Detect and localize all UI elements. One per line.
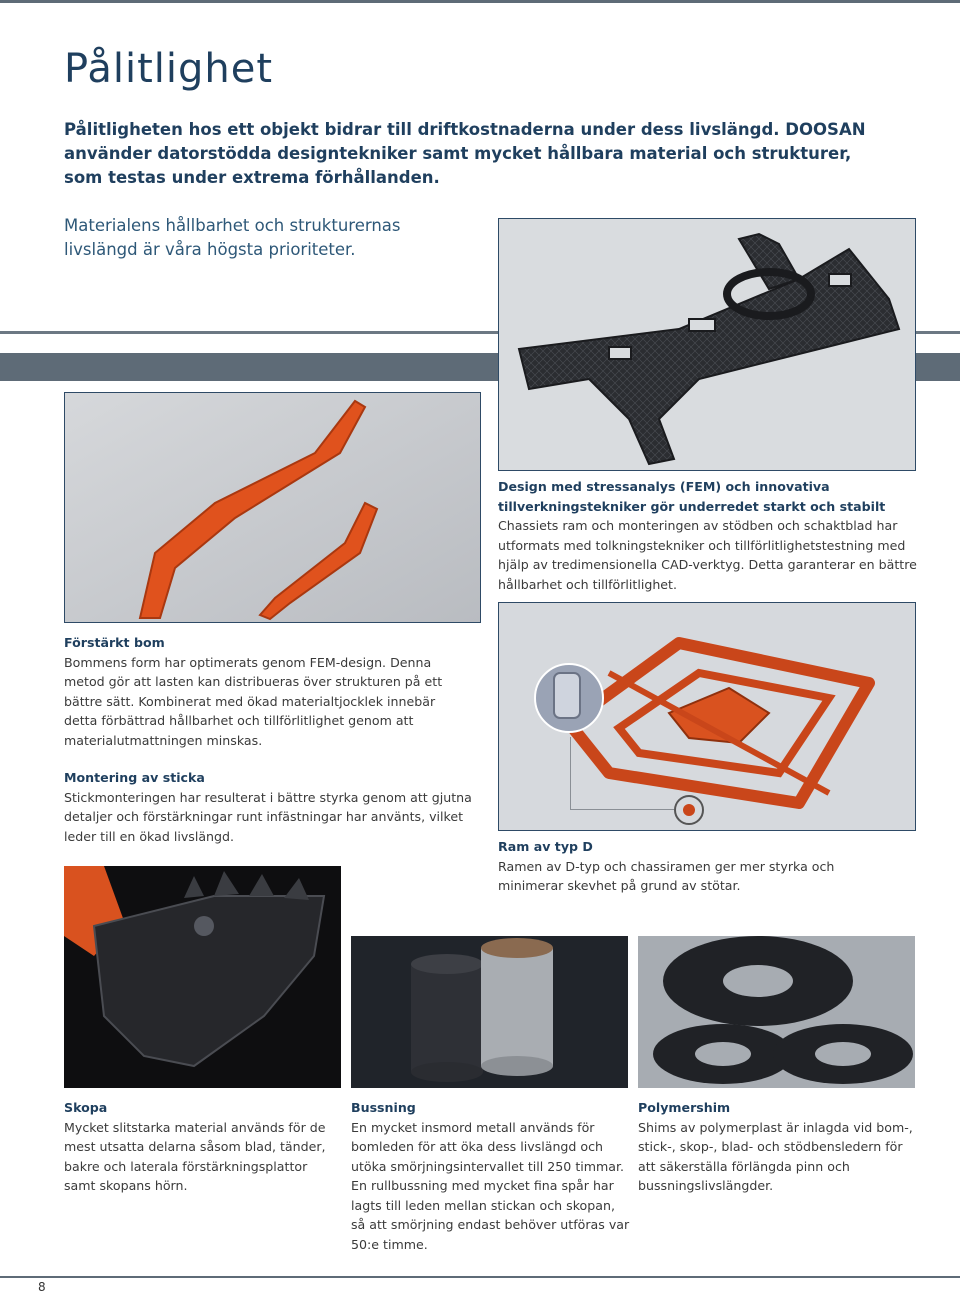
bushing-heading: Bussning xyxy=(351,1100,416,1115)
polymer-shim-section xyxy=(638,1098,918,1196)
reinforced-boom-heading: Förstärkt bom xyxy=(64,635,165,650)
page-number: 8 xyxy=(38,1280,46,1294)
top-rule xyxy=(0,0,960,3)
bucket-section xyxy=(64,1098,334,1196)
reinforced-boom-body: Bommens form har optimerats genom FEM-design. Denna metod gör att lasten kan distribueras över strukturen på ett bättre sätt. Kombinerat med ökad materialtjocklek innebär detta förbättrad hållbarhet och tillförlitlighet genom att materialutmattningen minskas. xyxy=(64,654,443,748)
bushing-body: En mycket insmord metall används för bomleden för att öka dess livslängd och utöka smörjningsintervallet till 250 timmar. En rullbussning med mycket fina spår har lagts till leden mellan stickan och skopan, så att smörjning endast behöver utföras var 50:e timme. xyxy=(351,1119,630,1252)
arm-mounting-section xyxy=(64,768,484,846)
page-title: Pålitlighet xyxy=(64,46,274,92)
callout-line-horizontal xyxy=(570,809,674,810)
polymer-shims-image xyxy=(638,936,915,1088)
fem-design-body: Chassiets ram och monteringen av stödben och schaktblad har utformats med tolkningstekniker och tillförlitlighetstestning med hjälp av tredimensionella CAD-verktyg. Detta garanterar en bättre hållbarhet och tillförlitlighet. xyxy=(498,518,917,592)
bucket-heading: Skopa xyxy=(64,1100,108,1115)
reinforced-boom-section xyxy=(64,633,464,750)
d-type-frame-heading: Ram av typ D xyxy=(498,839,593,854)
chassis-frame-image xyxy=(498,602,916,831)
arm-mounting-heading: Montering av sticka xyxy=(64,770,205,785)
fem-design-section xyxy=(498,477,918,594)
arm-mounting-body: Stickmonteringen har resulterat i bättre styrka genom att gjutna detaljer och förstärkningar runt infästningar har använts, vilket leder till en ökad livslängd. xyxy=(64,789,472,844)
boom-arm-image xyxy=(64,392,481,623)
d-type-frame-section xyxy=(498,837,898,896)
polymer-shim-heading: Polymershim xyxy=(638,1100,731,1115)
bushing-image xyxy=(351,936,628,1088)
fem-frame-image xyxy=(498,218,916,471)
callout-line-vertical xyxy=(570,737,571,810)
d-type-frame-body: Ramen av D-typ och chassiramen ger mer styrka och minimerar skevhet på grund av stötar. xyxy=(498,858,835,893)
fem-design-heading: Design med stressanalys (FEM) och innovativa tillverkningstekniker gör underredet starkt och stabilt xyxy=(498,479,886,514)
bushing-section xyxy=(351,1098,631,1254)
polymer-shim-body: Shims av polymerplast är inlagda vid bom-, stick-, skop-, blad- och stödbensledern för att säkerställa förlängda pinn och bussningslivslängder. xyxy=(638,1119,913,1193)
bottom-rule xyxy=(0,1276,960,1278)
intro-paragraph: Pålitligheten hos ett objekt bidrar till driftkostnaderna under dess livslängd. DOOSAN använder datorstödda designtekniker samt mycket hållbara material och strukturer, som testas under extrema förhållanden. xyxy=(64,120,866,187)
bucket-body: Mycket slitstarka material används för de mest utsatta delarna såsom blad, tänder, bakre och laterala förstärkningsplattor samt skopans hörn. xyxy=(64,1119,326,1193)
bucket-image xyxy=(64,866,341,1088)
priority-statement: Materialens hållbarhet och strukturernas livslängd är våra högsta prioriteter. xyxy=(64,216,401,259)
